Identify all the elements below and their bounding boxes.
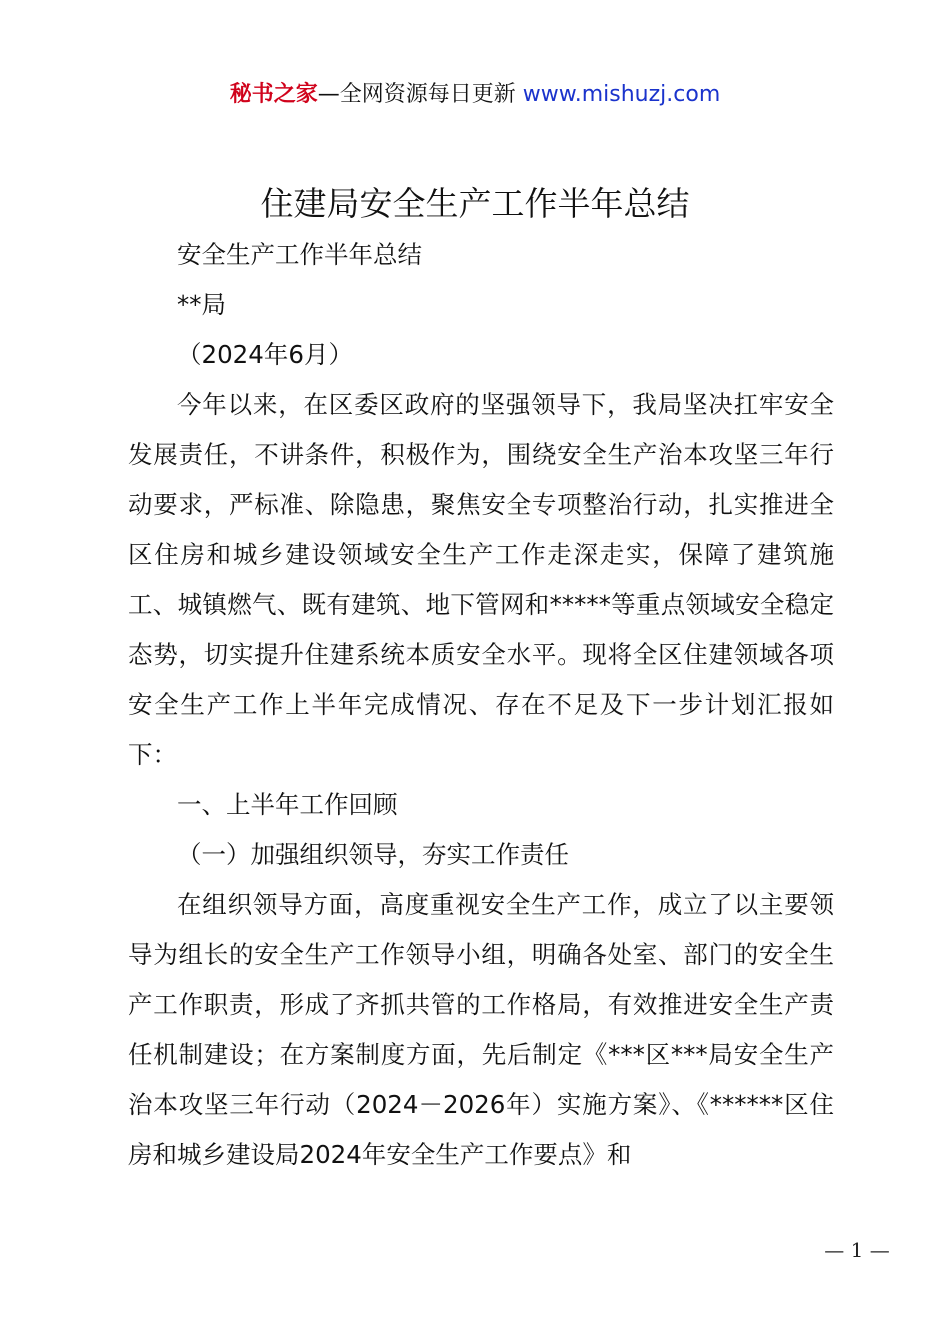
document-body [128, 230, 834, 1180]
site-header [0, 80, 950, 110]
document-org: **局 [177, 290, 226, 319]
site-brand: 秘书之家 [229, 82, 318, 107]
site-slogan: —全网资源每日更新 [317, 82, 516, 107]
subsection-heading-1: （一）加强组织领导，夯实工作责任 [177, 840, 569, 869]
section-heading-1: 一、上半年工作回顾 [177, 790, 398, 819]
site-url-link[interactable]: www.mishuzj.com [522, 82, 721, 107]
intro-paragraph: 今年以来，在区委区政府的坚强领导下，我局坚决扛牢安全发展责任，不讲条件，积极作为，围绕安全生产治本攻坚三年行动要求，严标准、除隐患，聚焦安全专项整治行动，扎实推进全区住房和城乡建设领域安全生产工作走深走实，保障了建筑施工、城镇燃气、既有建筑、地下管网和*****等重点领域安全稳定态势，切实提升住建系统本质安全水平。现将全区住建领域各项安全生产工作上半年完成情况、存在不足及下一步计划汇报如下： [128, 390, 834, 769]
body-paragraph-1: 在组织领导方面，高度重视安全生产工作，成立了以主要领导为组长的安全生产工作领导小组，明确各处室、部门的安全生产工作职责，形成了齐抓共管的工作格局，有效推进安全生产责任机制建设；在方案制度方面，先后制定《***区***局安全生产治本攻坚三年行动（2024－2026年）实施方案》、《******区住房和城乡建设局2024年安全生产工作要点》和 [128, 890, 834, 1169]
document-date: （2024年6月） [177, 340, 353, 369]
document-subtitle: 安全生产工作半年总结 [177, 240, 422, 269]
document-title: 住建局安全生产工作半年总结 [260, 184, 690, 223]
page-footer [0, 1237, 950, 1263]
page-number: — 1 — [824, 1238, 890, 1262]
